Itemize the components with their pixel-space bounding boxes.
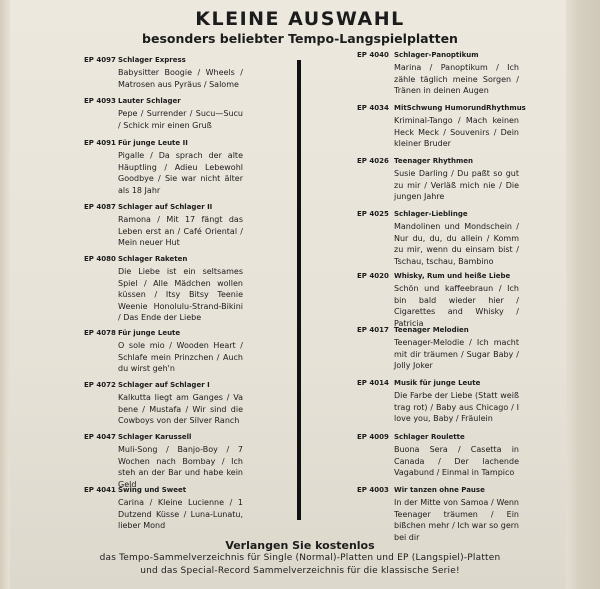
record-title: Schlager-Lieblinge <box>394 210 468 218</box>
record-title: Lauter Schlager <box>118 97 181 105</box>
record-title: Schlager Express <box>118 56 186 64</box>
catalog-number: EP 4080 <box>84 255 116 263</box>
record-title: MitSchwung HumorundRhythmus <box>394 104 526 112</box>
sleeve-right-edge <box>566 0 600 589</box>
track-list: O sole mio / Wooden Heart / Schlafe mein Prinzchen / Auch du wirst geh'n <box>118 341 243 373</box>
catalog-number: EP 4020 <box>357 272 389 280</box>
catalog-number: EP 4087 <box>84 203 116 211</box>
track-list: Kalkutta liegt am Ganges / Va bene / Mustafa / Wir sind die Cowboys von der Silver Ranch <box>118 393 243 425</box>
track-list: In der Mitte von Samoa / Wenn Teenager träumen / Ein bißchen mehr / Ich war so gern bei dir <box>394 498 519 542</box>
catalog-number: EP 4097 <box>84 56 116 64</box>
track-list: Babysitter Boogie / Wheels / Matrosen aus Pyräus / Salome <box>118 68 243 89</box>
column-divider <box>297 60 301 520</box>
track-list: Ramona / Mit 17 fängt das Leben erst an / Café Oriental / Mein neuer Hut <box>118 215 243 247</box>
record-title: Musik für junge Leute <box>394 379 481 387</box>
track-list: Teenager-Melodie / Ich macht mit dir träumen / Sugar Baby / Jolly Joker <box>394 338 519 370</box>
record-title: Für junge Leute <box>118 329 181 337</box>
record-title: Schlager Raketen <box>118 255 188 263</box>
record-title: Whisky, Rum und heiße Liebe <box>394 272 511 280</box>
catalog-number: EP 4034 <box>357 104 389 112</box>
catalog-number: EP 4025 <box>357 210 389 218</box>
footer-line-2: und das Special-Record Sammelverzeichnis für die klassische Serie! <box>140 566 460 576</box>
record-title: Teenager Rhythmen <box>394 157 473 165</box>
record-title: Schlager auf Schlager I <box>118 381 210 389</box>
catalog-number: EP 4091 <box>84 139 116 147</box>
catalog-number: EP 4072 <box>84 381 116 389</box>
catalog-number: EP 4014 <box>357 379 389 387</box>
record-title: Swing und Sweet <box>118 486 187 494</box>
catalog-number: EP 4003 <box>357 486 389 494</box>
footer-heading: Verlangen Sie kostenlos <box>225 539 375 552</box>
track-list: Schön und kaffeebraun / Ich bin bald wieder hier / Cigarettes and Whisky / Patricia <box>394 284 519 328</box>
catalog-number: EP 4009 <box>357 433 389 441</box>
catalog-number: EP 4047 <box>84 433 116 441</box>
track-list: Die Liebe ist ein seltsames Spiel / Alle Mädchen wollen küssen / Itsy Bitsy Teenie Weenie Honolulu-Strand-Bikini / Das Ende der Liebe <box>118 267 243 322</box>
track-list: Muli-Song / Banjo-Boy / 7 Wochen nach Bombay / Ich steh an der Bar und habe kein Geld <box>118 445 243 489</box>
page-subtitle: besonders beliebter Tempo-Langspielplatten <box>142 31 458 46</box>
record-title: Schlager-Panoptikum <box>394 51 479 59</box>
record-title: Wir tanzen ohne Pause <box>394 486 485 494</box>
footer-line-1: das Tempo-Sammelverzeichnis für Single (Normal)-Platten und EP (Langspiel)-Platten <box>99 553 501 563</box>
track-list: Susie Darling / Du paßt so gut zu mir / Verläß mich nie / Die jungen Jahre <box>394 169 519 201</box>
catalog-number: EP 4026 <box>357 157 389 165</box>
page-title: KLEINE AUSWAHL <box>195 8 405 30</box>
track-list: Kriminal-Tango / Mach keinen Heck Meck / Souvenirs / Dein kleiner Bruder <box>394 116 519 148</box>
record-title: Schlager auf Schlager II <box>118 203 213 211</box>
track-list: Pigalle / Da sprach der alte Häuptling / Adieu Lebewohl Goodbye / Sie war nicht älter als 18 Jahr <box>118 151 243 195</box>
track-list: Mandolinen und Mondschein / Nur du, du, du allein / Komm zu mir, wenn du einsam bist / Tschau, tschau, Bambino <box>394 222 519 266</box>
record-title: Schlager Karussell <box>118 433 192 441</box>
sleeve-left-edge <box>0 0 10 589</box>
track-list: Carina / Kleine Lucienne / 1 Dutzend Küsse / Luna-Lunatu, lieber Mond <box>118 498 243 530</box>
track-list: Buona Sera / Casetta in Canada / Der lachende Vagabund / Einmal in Tampico <box>394 445 519 477</box>
track-list: Pepe / Surrender / Sucu—Sucu / Schick mir einen Gruß <box>118 109 243 130</box>
record-title: Für junge Leute II <box>118 139 188 147</box>
catalog-number: EP 4093 <box>84 97 116 105</box>
catalog-number: EP 4041 <box>84 486 116 494</box>
record-title: Teenager Melodien <box>394 326 469 334</box>
catalog-number: EP 4040 <box>357 51 389 59</box>
track-list: Die Farbe der Liebe (Statt weiß trag rot) / Baby aus Chicago / I love you, Baby / Fräulein <box>394 391 519 423</box>
catalog-number: EP 4078 <box>84 329 116 337</box>
catalog-number: EP 4017 <box>357 326 389 334</box>
record-title: Schlager Roulette <box>394 433 465 441</box>
track-list: Marina / Panoptikum / Ich zähle täglich meine Sorgen / Tränen in deinen Augen <box>394 63 519 95</box>
